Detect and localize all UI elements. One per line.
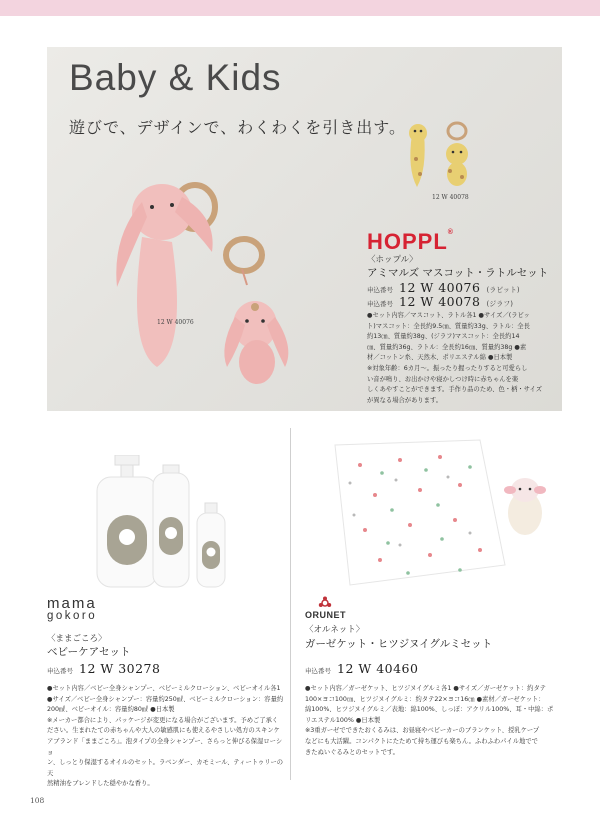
mamagokoro-order-code-row: [47, 661, 160, 676]
mamagokoro-brand-kana: 〈ままごころ〉: [47, 634, 107, 644]
gauze-blanket-sheep-illustration: [330, 435, 560, 595]
orunet-brand-kana: 〈オルネット〉: [305, 625, 365, 635]
variant-note: (ラビット): [486, 286, 520, 294]
orunet-description: ●セット内容／ガーゼケット、ヒツジヌイグルミ各1 ●サイズ／ガーゼケット：約タテ 100×ヨコ100㎝、ヒツジヌイグルミ：約タテ22×ヨコ16㎝ ●素材／ガーゼケット： 綿100%、ヒツジヌイグルミ／表地：綿100%、しっぽ：アクリル100%、耳・中綿：ポ リエステル100% ●日本製 ※3重ガーゼでできたおくるみは、お昼寝やベビーカーのブランケット、授乳ケープ などにも大活躍。コンパクトにたためて持ち運びも楽ちん。ふわふわパイル地でで きたぬいぐるみとのセットです。: [305, 685, 554, 756]
rabbit-code-caption: 12 W 40076: [157, 319, 194, 326]
order-number: 12 W 30278: [79, 661, 161, 676]
order-number-label: 申込番号: [47, 667, 73, 675]
giraffe-code-caption: 12 W 40078: [432, 194, 469, 201]
page-number: 108: [30, 796, 45, 805]
section-title: Baby & Kids: [69, 57, 282, 98]
top-color-band: [0, 0, 600, 16]
order-number-label: 申込番号: [305, 667, 331, 675]
orunet-product-name: ガーゼケット・ヒツジヌイグルミセット: [305, 638, 493, 650]
baby-care-bottles-illustration: [85, 455, 250, 590]
hoppl-order-code-row-2: [367, 294, 513, 309]
orunet-logo-mark: [318, 596, 332, 610]
order-number: 12 W 40460: [337, 661, 419, 676]
hoppl-order-code-row-1: [367, 280, 520, 295]
order-number-label: 申込番号: [367, 300, 393, 308]
mamagokoro-product-name: ベビーケアセット: [47, 646, 131, 658]
mamagokoro-description: ●セット内容／ベビー全身シャンプー、ベビーミルクローション、ベビーオイル各1 ●サイズ／ベビー全身シャンプー：容量約250㎖、ベビーミルクローション：容量約 200㎖、ベビーオイル：容量約80㎖ ●日本製 ※メーカー都合により、パッケージが変更になる場合がございます。予めご了承く ださい。生まれたての赤ちゃんや大人の敏感肌にも使えるやさしい処方のスキンケ アブランド「ままごころ」。泡タイプの全身シャンプー、さらっと伸びる保湿ローショ ン、しっとり保湿するオイルのセット。ラベンダー、カモミール、ティートゥリーの天 然精油をブレンドした穏やかな香り。: [47, 685, 284, 788]
order-number: 12 W 40076: [399, 280, 481, 295]
section-subtitle: 遊びで、デザインで、わくわくを引き出す。: [69, 118, 406, 137]
hoppl-brand-kana: 〈ホップル〉: [367, 255, 418, 265]
orunet-order-code-row: [305, 661, 418, 676]
giraffe-rattle-illustration: [402, 119, 482, 191]
variant-note: (ジラフ): [486, 300, 513, 308]
order-number: 12 W 40078: [399, 294, 481, 309]
orunet-logo: ORUNET: [305, 610, 346, 620]
hoppl-product-name: アミマルズ マスコット・ラトルセット: [367, 267, 549, 279]
hero-banner: [47, 47, 562, 411]
column-divider: [290, 428, 291, 780]
mamagokoro-logo: mama gokoro: [47, 595, 98, 622]
hoppl-description: ●セット内容／マスコット、ラトル各1 ●サイズ／(ラビッ ト)マスコット：全長約9.5㎝、質量約33g、ラトル：全長 約13㎝、質量約38g、(ジラフ)マスコット：全長約14 ㎝、質量約36g、ラトル：全長約16㎝、質量約38g ●素 材／コットン糸、天然木、ポリエステル綿 ●日本製 ※対象年齢：6カ月〜。振ったり握ったりすると可愛らし い音が鳴り、お出かけや寝かしつけ時に赤ちゃんを楽 しくあやすことができます。手作り品のため、色・柄・サイズ が異なる場合があります。: [367, 312, 543, 404]
hoppl-logo: HOPPL®: [367, 229, 454, 254]
order-number-label: 申込番号: [367, 286, 393, 294]
